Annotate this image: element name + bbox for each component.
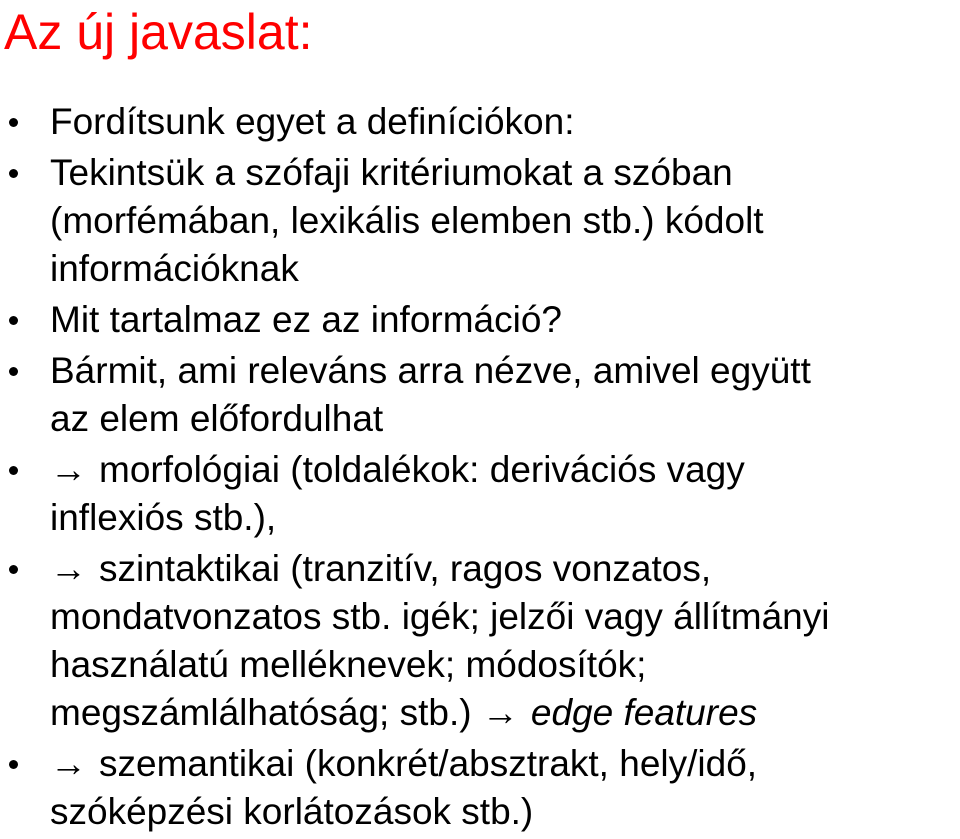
arrow-right-icon: → [50, 548, 87, 589]
bullet-line [50, 545, 960, 593]
bullet-dot-icon [9, 316, 18, 325]
bullet-text: morfológiai (toldalékok: derivációs vagy [99, 449, 745, 490]
bullet-dot-icon [9, 169, 18, 178]
bullet-line: Mit tartalmaz ez az információ? [50, 299, 563, 340]
bullet-item-1 [0, 98, 960, 146]
bullet-line [50, 446, 960, 494]
bullet-item-5 [0, 446, 960, 542]
arrow-right-icon: → [50, 449, 87, 490]
bullet-line: szóképzési korlátozások stb.) [50, 791, 534, 832]
bullet-line: Bármit, ami releváns arra nézve, amivel együtt [50, 350, 811, 391]
bullet-text: megszámlálhatóság; stb.) [50, 692, 472, 733]
bullet-line: Tekintsük a szófaji kritériumokat a szóban [50, 152, 733, 193]
arrow-right-icon: → [481, 692, 519, 733]
bullet-text: szemantikai (konkrét/absztrakt, hely/idő, [99, 743, 758, 784]
bullet-line: inflexiós stb.), [50, 497, 277, 538]
bullet-item-7 [0, 740, 960, 836]
bullet-dot-icon [9, 466, 18, 475]
bullet-dot-icon [9, 118, 18, 127]
bullet-line: Fordítsunk egyet a definíciókon: [50, 101, 575, 142]
bullet-line [50, 740, 960, 788]
bullet-line [50, 689, 960, 737]
bullet-list [0, 98, 960, 839]
bullet-line: használatú melléknevek; módosítók; [50, 644, 647, 685]
arrow-right-icon: → [50, 743, 87, 784]
bullet-line: mondatvonzatos stb. igék; jelzői vagy állítmányi [50, 596, 830, 637]
bullet-line: az elem előfordulhat [50, 398, 384, 439]
bullet-dot-icon [9, 565, 18, 574]
bullet-dot-icon [9, 760, 18, 769]
bullet-line: információknak [50, 248, 299, 289]
bullet-item-6 [0, 545, 960, 737]
bullet-line: (morfémában, lexikális elemben stb.) kódolt [50, 200, 764, 241]
bullet-item-4 [0, 347, 960, 443]
slide-title: Az új javaslat: [4, 4, 313, 60]
bullet-dot-icon [9, 367, 18, 376]
edge-features-term: edge features [530, 692, 758, 733]
bullet-text: szintaktikai (tranzitív, ragos vonzatos, [99, 548, 712, 589]
bullet-item-2 [0, 149, 960, 293]
bullet-item-3 [0, 296, 960, 344]
